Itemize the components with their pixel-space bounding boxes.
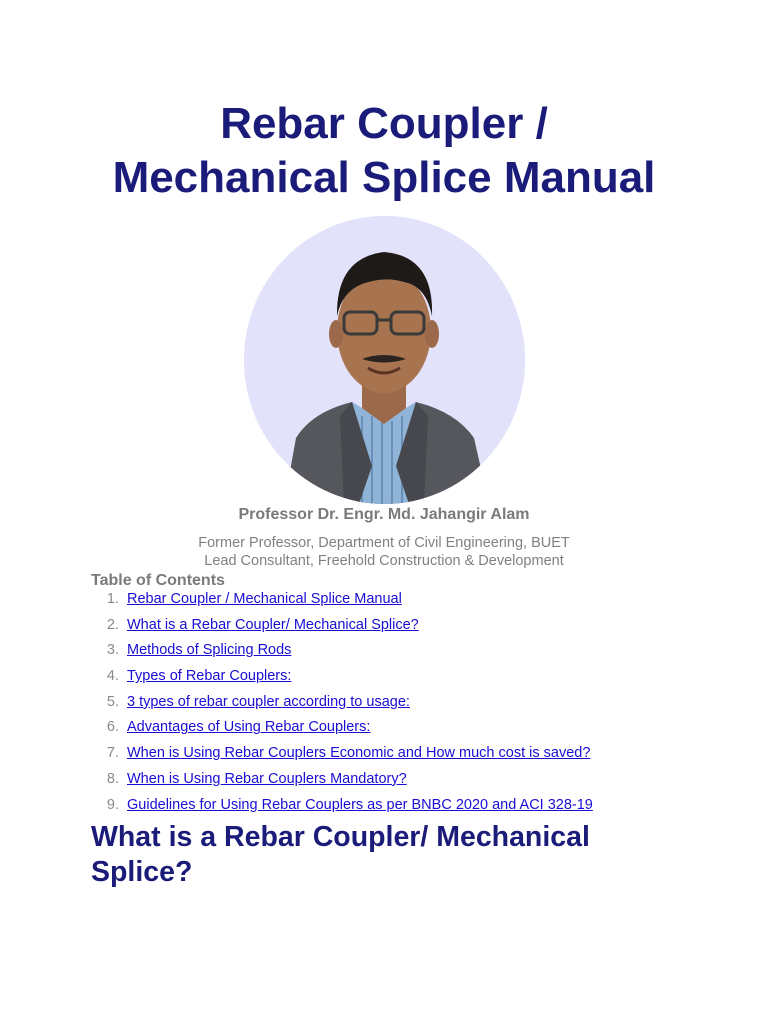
toc-item-number: 5. — [106, 693, 119, 710]
toc-link[interactable]: Types of Rebar Couplers: — [127, 668, 292, 685]
toc-link[interactable]: Methods of Splicing Rods — [127, 642, 292, 659]
toc-item — [91, 692, 731, 718]
author-portrait — [244, 216, 525, 504]
toc-item — [91, 795, 731, 821]
toc-item — [91, 769, 731, 795]
toc-item-number: 3. — [106, 642, 119, 659]
toc-item-number: 7. — [106, 745, 119, 762]
toc-heading: Table of Contents — [91, 572, 225, 589]
toc-item — [91, 717, 731, 743]
toc-item-number: 4. — [106, 668, 119, 685]
toc-link[interactable]: What is a Rebar Coupler/ Mechanical Splice? — [127, 616, 419, 633]
toc-item — [91, 666, 731, 692]
toc-item-number: 9. — [106, 796, 119, 813]
toc-link[interactable]: When is Using Rebar Couplers Mandatory? — [127, 770, 407, 787]
title-line-2: Mechanical Splice Manual — [112, 153, 656, 202]
toc-item-number: 8. — [106, 770, 119, 787]
toc-item — [91, 640, 731, 666]
table-of-contents — [91, 589, 731, 820]
title-line-1: Rebar Coupler / — [220, 99, 548, 148]
toc-item — [91, 743, 731, 769]
author-affiliation — [0, 534, 768, 570]
author-name: Professor Dr. Engr. Md. Jahangir Alam — [238, 506, 530, 523]
author-photo-image — [244, 216, 525, 504]
toc-link[interactable]: When is Using Rebar Couplers Economic and How much cost is saved? — [127, 745, 591, 762]
section-heading — [91, 820, 691, 890]
toc-link[interactable]: Rebar Coupler / Mechanical Splice Manual — [127, 591, 402, 607]
document-title — [0, 97, 768, 205]
section-heading-line-1: What is a Rebar Coupler/ Mechanical — [91, 821, 590, 853]
toc-item — [91, 615, 731, 641]
toc-item — [91, 589, 731, 615]
toc-item-number: 2. — [106, 616, 119, 633]
toc-link[interactable]: 3 types of rebar coupler according to usage: — [127, 693, 410, 710]
toc-link[interactable]: Guidelines for Using Rebar Couplers as per BNBC 2020 and ACI 328-19 — [127, 796, 593, 813]
toc-item-number: 6. — [106, 719, 119, 736]
toc-item-number: 1. — [106, 591, 119, 607]
toc-link[interactable]: Advantages of Using Rebar Couplers: — [127, 719, 371, 736]
author-role-line-1: Former Professor, Department of Civil Engineering, BUET — [198, 535, 570, 551]
section-heading-line-2: Splice? — [91, 856, 193, 888]
author-role-line-2: Lead Consultant, Freehold Construction & Development — [204, 553, 564, 569]
